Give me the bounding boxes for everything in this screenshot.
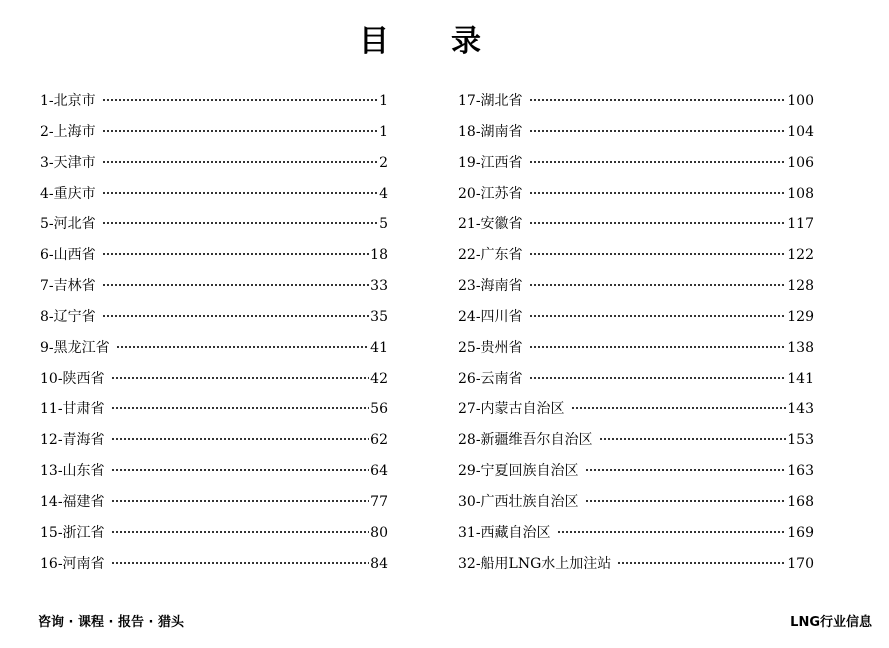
toc-entry-page-number: 80	[370, 524, 388, 541]
toc-entry[interactable]	[40, 487, 388, 518]
toc-entry-page-number: 77	[370, 493, 388, 510]
toc-entry[interactable]	[458, 271, 814, 302]
toc-leader-dots	[102, 247, 370, 261]
toc-leader-dots	[529, 371, 787, 385]
toc-entry-page-number: 84	[370, 555, 388, 572]
toc-entry-page-number: 1	[379, 93, 388, 109]
toc-entry[interactable]	[458, 209, 814, 240]
toc-entry[interactable]	[458, 487, 814, 518]
toc-entry-label: 7-吉林省	[40, 278, 96, 295]
toc-leader-dots	[111, 556, 370, 570]
toc-leader-dots	[529, 309, 787, 323]
toc-entry-page-number: 35	[370, 308, 388, 325]
toc-entry-page-number: 100	[787, 93, 814, 109]
toc-entry-page-number: 5	[379, 216, 388, 233]
toc-entry[interactable]	[40, 240, 388, 271]
toc-entry[interactable]	[40, 518, 388, 549]
toc-leader-dots	[585, 463, 787, 477]
toc-leader-dots	[529, 216, 787, 230]
toc-entry-label: 9-黑龙江省	[40, 339, 110, 356]
toc-entry[interactable]	[458, 456, 814, 487]
toc-leader-dots	[102, 124, 378, 138]
toc-entry[interactable]	[40, 179, 388, 210]
toc-entry[interactable]	[458, 394, 814, 425]
toc-leader-dots	[111, 463, 370, 477]
toc-entry-page-number: 169	[787, 524, 814, 541]
toc-entry-page-number: 4	[379, 185, 388, 202]
toc-leader-dots	[599, 432, 787, 446]
toc-leader-dots	[111, 401, 370, 415]
toc-entry-label: 13-山东省	[40, 463, 105, 480]
toc-leader-dots	[557, 525, 787, 539]
toc-left-column	[40, 86, 388, 580]
toc-entry[interactable]	[40, 302, 388, 333]
toc-entry-label: 24-四川省	[458, 308, 523, 325]
toc-entry-page-number: 129	[787, 308, 814, 325]
toc-entry[interactable]	[40, 549, 388, 580]
toc-entry-label: 14-福建省	[40, 493, 105, 510]
toc-entry-label: 17-湖北省	[458, 93, 523, 109]
toc-entry[interactable]	[458, 86, 814, 117]
toc-entry-label: 16-河南省	[40, 555, 105, 572]
toc-entry[interactable]	[40, 148, 388, 179]
toc-entry-label: 20-江苏省	[458, 185, 523, 202]
toc-entry-label: 26-云南省	[458, 370, 523, 387]
toc-entry-page-number: 41	[370, 339, 388, 356]
toc-entry[interactable]	[40, 209, 388, 240]
toc-entry-label: 10-陕西省	[40, 370, 105, 387]
toc-entry-label: 25-贵州省	[458, 339, 523, 356]
toc-entry-label: 5-河北省	[40, 216, 96, 233]
toc-entry-page-number: 42	[370, 370, 388, 387]
toc-entry-page-number: 163	[787, 463, 814, 480]
toc-entry[interactable]	[40, 456, 388, 487]
toc-entry-page-number: 106	[787, 154, 814, 171]
toc-right-column	[458, 86, 814, 580]
toc-entry[interactable]	[40, 425, 388, 456]
toc-entry-page-number: 18	[370, 247, 388, 264]
toc-entry-label: 8-辽宁省	[40, 308, 96, 325]
toc-entry-label: 19-江西省	[458, 154, 523, 171]
toc-entry[interactable]	[458, 302, 814, 333]
toc-leader-dots	[102, 309, 370, 323]
toc-entry-page-number: 138	[787, 339, 814, 356]
toc-entry-page-number: 108	[787, 185, 814, 202]
toc-entry-page-number: 168	[787, 493, 814, 510]
toc-leader-dots	[111, 494, 370, 508]
toc-entry-page-number: 128	[787, 278, 814, 295]
toc-entry-page-number: 56	[370, 401, 388, 418]
toc-entry-page-number: 104	[787, 123, 814, 140]
toc-entry[interactable]	[40, 86, 388, 117]
toc-entry-label: 22-广东省	[458, 247, 523, 264]
toc-leader-dots	[529, 340, 787, 354]
toc-entry-page-number: 1	[379, 123, 388, 140]
toc-entry[interactable]	[458, 148, 814, 179]
toc-entry-label: 11-甘肃省	[40, 401, 105, 418]
toc-entry-label: 27-内蒙古自治区	[458, 401, 565, 418]
toc-leader-dots	[529, 186, 787, 200]
toc-entry-label: 1-北京市	[40, 93, 96, 109]
toc-leader-dots	[585, 494, 787, 508]
toc-entry-label: 4-重庆市	[40, 185, 96, 202]
toc-entry[interactable]	[40, 364, 388, 395]
toc-entry-page-number: 64	[370, 463, 388, 480]
toc-entry-label: 31-西藏自治区	[458, 524, 551, 541]
toc-entry-label: 12-青海省	[40, 432, 105, 449]
toc-leader-dots	[102, 93, 378, 107]
toc-leader-dots	[102, 216, 378, 230]
toc-entry-page-number: 141	[787, 370, 814, 387]
toc-leader-dots	[617, 556, 786, 570]
toc-leader-dots	[571, 401, 787, 415]
toc-entry[interactable]	[458, 518, 814, 549]
toc-leader-dots	[102, 155, 378, 169]
toc-leader-dots	[102, 186, 378, 200]
toc-leader-dots	[116, 340, 370, 354]
toc-entry-page-number: 122	[787, 247, 814, 264]
toc-entry[interactable]	[40, 394, 388, 425]
toc-entry-label: 23-海南省	[458, 278, 523, 295]
toc-entry[interactable]	[40, 271, 388, 302]
footer-left-text: 咨询 · 课程 · 报告 · 猎头	[38, 615, 184, 630]
toc-leader-dots	[102, 278, 370, 292]
toc-entry[interactable]	[40, 117, 388, 148]
toc-entry-label: 6-山西省	[40, 247, 96, 264]
toc-entry-page-number: 33	[370, 278, 388, 295]
toc-leader-dots	[111, 432, 370, 446]
toc-entry-label: 21-安徽省	[458, 216, 523, 233]
toc-leader-dots	[529, 155, 787, 169]
toc-entry-label: 3-天津市	[40, 154, 96, 171]
toc-leader-dots	[529, 93, 787, 107]
toc-entry[interactable]	[458, 117, 814, 148]
toc-entry-label: 32-船用LNG水上加注站	[458, 555, 612, 572]
toc-entry-label: 18-湖南省	[458, 123, 523, 140]
toc-entry[interactable]	[458, 333, 814, 364]
toc-entry[interactable]	[458, 240, 814, 271]
toc-leader-dots	[529, 278, 787, 292]
toc-entry-page-number: 143	[787, 401, 814, 418]
toc-entry[interactable]	[458, 364, 814, 395]
toc-entry-label: 28-新疆维吾尔自治区	[458, 432, 593, 449]
toc-leader-dots	[529, 247, 787, 261]
toc-entry[interactable]	[458, 549, 814, 580]
toc-entry[interactable]	[40, 333, 388, 364]
toc-entry[interactable]	[458, 179, 814, 210]
toc-entry-page-number: 117	[787, 216, 814, 233]
toc-leader-dots	[529, 124, 787, 138]
toc-leader-dots	[111, 525, 370, 539]
toc-entry-label: 29-宁夏回族自治区	[458, 463, 579, 480]
toc-entry[interactable]	[458, 425, 814, 456]
toc-entry-page-number: 62	[370, 432, 388, 449]
toc-entry-label: 15-浙江省	[40, 524, 105, 541]
toc-entry-label: 2-上海市	[40, 123, 96, 140]
toc-entry-page-number: 2	[379, 154, 388, 171]
toc-entry-label: 30-广西壮族自治区	[458, 493, 579, 510]
toc-entry-page-number: 153	[787, 432, 814, 449]
page-title: 目录	[359, 24, 543, 59]
toc-leader-dots	[111, 371, 370, 385]
footer-right-text: LNG行业信息	[790, 615, 872, 630]
toc-entry-page-number: 170	[787, 555, 814, 572]
